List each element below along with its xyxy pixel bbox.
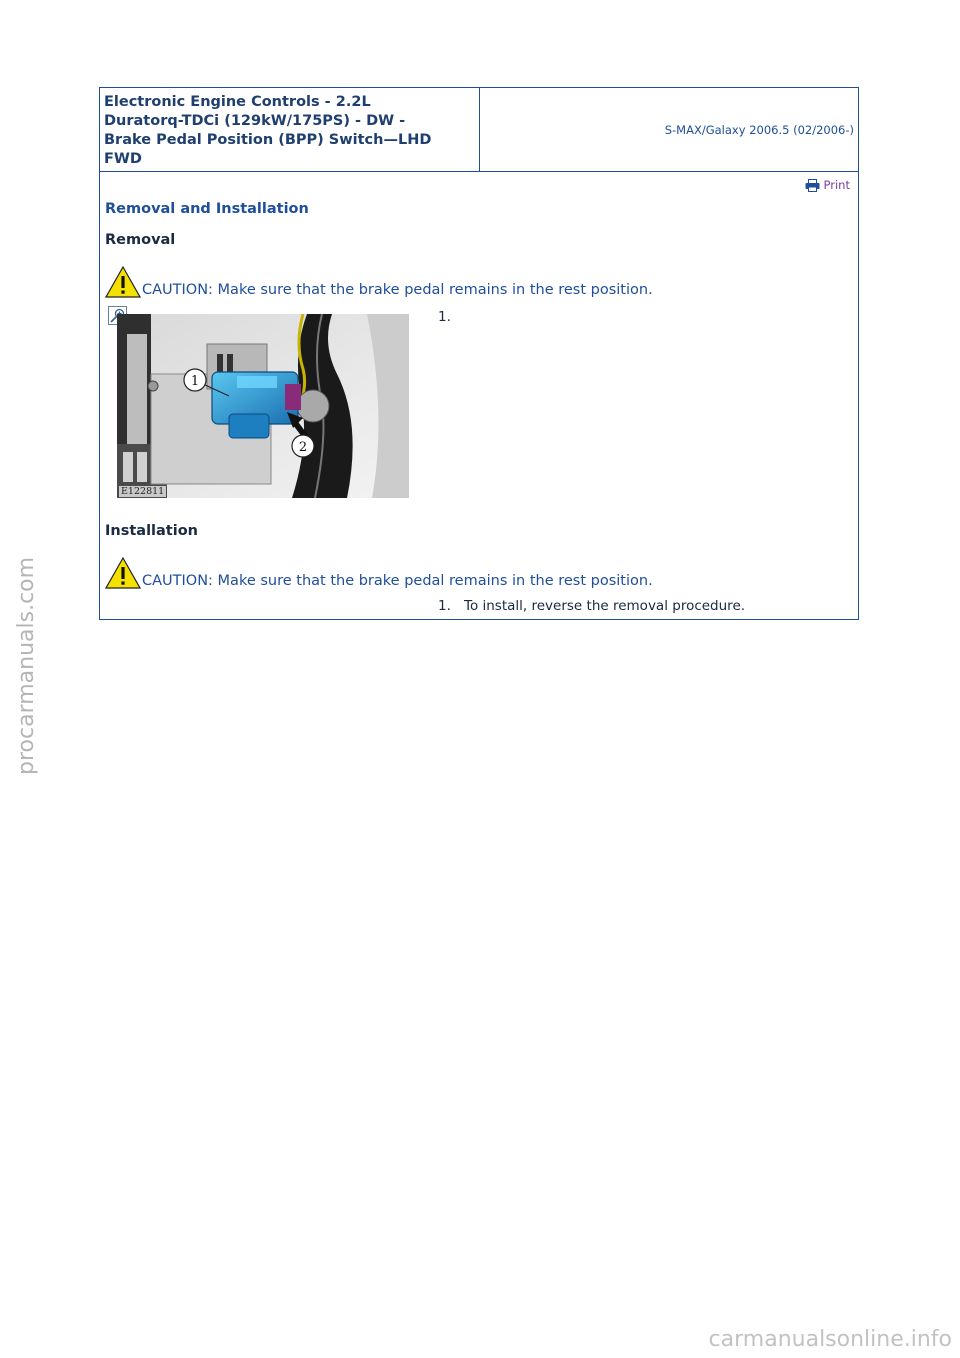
title-line: Brake Pedal Position (BPP) Switch—LHD bbox=[104, 132, 432, 148]
callout-1: 1 bbox=[190, 374, 200, 389]
print-label[interactable]: Print bbox=[823, 178, 850, 192]
installation-heading: Installation bbox=[105, 523, 198, 539]
document-title bbox=[100, 88, 480, 171]
installation-step-text: To install, reverse the removal procedure. bbox=[464, 598, 746, 614]
removal-heading: Removal bbox=[105, 232, 176, 248]
section-title: Removal and Installation bbox=[105, 201, 309, 217]
removal-step-number: 1. bbox=[438, 309, 451, 325]
document-frame bbox=[99, 87, 859, 620]
side-watermark: procarmanuals.com bbox=[14, 556, 39, 775]
warning-icon bbox=[105, 557, 141, 589]
print-button[interactable] bbox=[805, 178, 850, 192]
vehicle-model-text: S-MAX/Galaxy 2006.5 (02/2006-) bbox=[664, 122, 854, 137]
document-header bbox=[100, 88, 858, 172]
installation-step-number: 1. bbox=[438, 598, 451, 614]
removal-figure[interactable] bbox=[117, 314, 409, 498]
figure-caption: E122811 bbox=[121, 486, 165, 497]
vehicle-model bbox=[480, 88, 858, 171]
title-line: Electronic Engine Controls - 2.2L bbox=[104, 94, 371, 110]
removal-caution bbox=[105, 266, 653, 298]
title-line: FWD bbox=[104, 151, 142, 167]
warning-icon bbox=[105, 266, 141, 298]
callout-2: 2 bbox=[298, 440, 308, 455]
caution-text: CAUTION: Make sure that the brake pedal remains in the rest position. bbox=[142, 282, 653, 298]
title-line: Duratorq-TDCi (129kW/175PS) - DW - bbox=[104, 113, 406, 129]
printer-icon bbox=[805, 179, 820, 192]
bpp-switch-illustration bbox=[117, 314, 409, 498]
bottom-watermark: carmanualsonline.info bbox=[708, 1327, 952, 1352]
installation-caution bbox=[105, 557, 653, 589]
caution-text: CAUTION: Make sure that the brake pedal remains in the rest position. bbox=[142, 573, 653, 589]
